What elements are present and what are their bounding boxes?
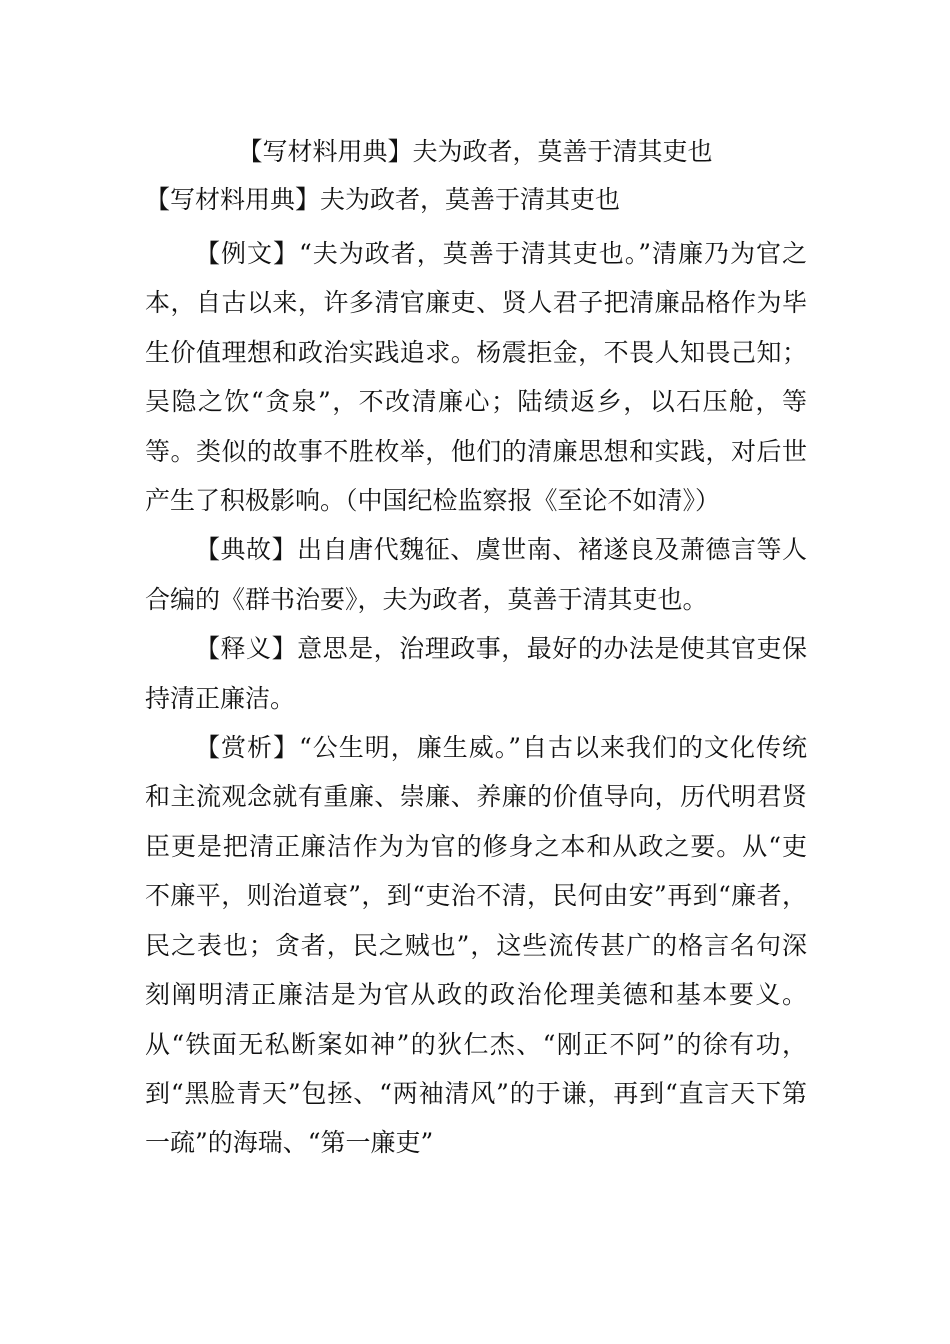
paragraph-appreciation: 【赏析】“公生明，廉生威。”自古以来我们的文化传统和主流观念就有重廉、崇廉、养廉的价值导向，历代明君贤臣更是把清正廉洁作为为官的修身之本和从政之要。从“吏不廉平，则治道衰”，到“吏治不清，民何由安”再到“廉者，民之表也；贪者，民之贼也”，这些流传甚广的格言名句深刻阐明清正廉洁是为官从政的政治伦理美德和基本要义。从“铁面无私断案如神”的狄仁杰、“刚正不阿”的徐有功，到“黑脸青天”包拯、“两袖清风”的于谦，再到“直言天下第一疏”的海瑞、“第一廉吏” [145, 733, 807, 1158]
paragraph-example: 【例文】“夫为政者，莫善于清其吏也。”清廉乃为官之本，自古以来，许多清官廉吏、贤人君子把清廉品格作为毕生价值理想和政治实践追求。杨震拒金，不畏人知畏己知；吴隐之饮“贪泉”，不改清廉心；陆绩返乡，以石压舱，等等。类似的故事不胜枚举，他们的清廉思想和实践，对后世产生了积极影响。（中国纪检监察报《至论不如清》） [145, 239, 807, 516]
paragraph-meaning: 【释义】意思是，治理政事，最好的办法是使其官吏保持清正廉洁。 [145, 634, 807, 713]
document-title: 【写材料用典】夫为政者，莫善于清其吏也 [237, 137, 713, 166]
document-body [145, 229, 807, 1168]
paragraph-allusion: 【典故】出自唐代魏征、虞世南、褚遂良及萧德言等人合编的《群书治要》，夫为政者，莫善于清其吏也。 [145, 535, 807, 614]
document-subtitle: 【写材料用典】夫为政者，莫善于清其吏也 [145, 185, 621, 214]
